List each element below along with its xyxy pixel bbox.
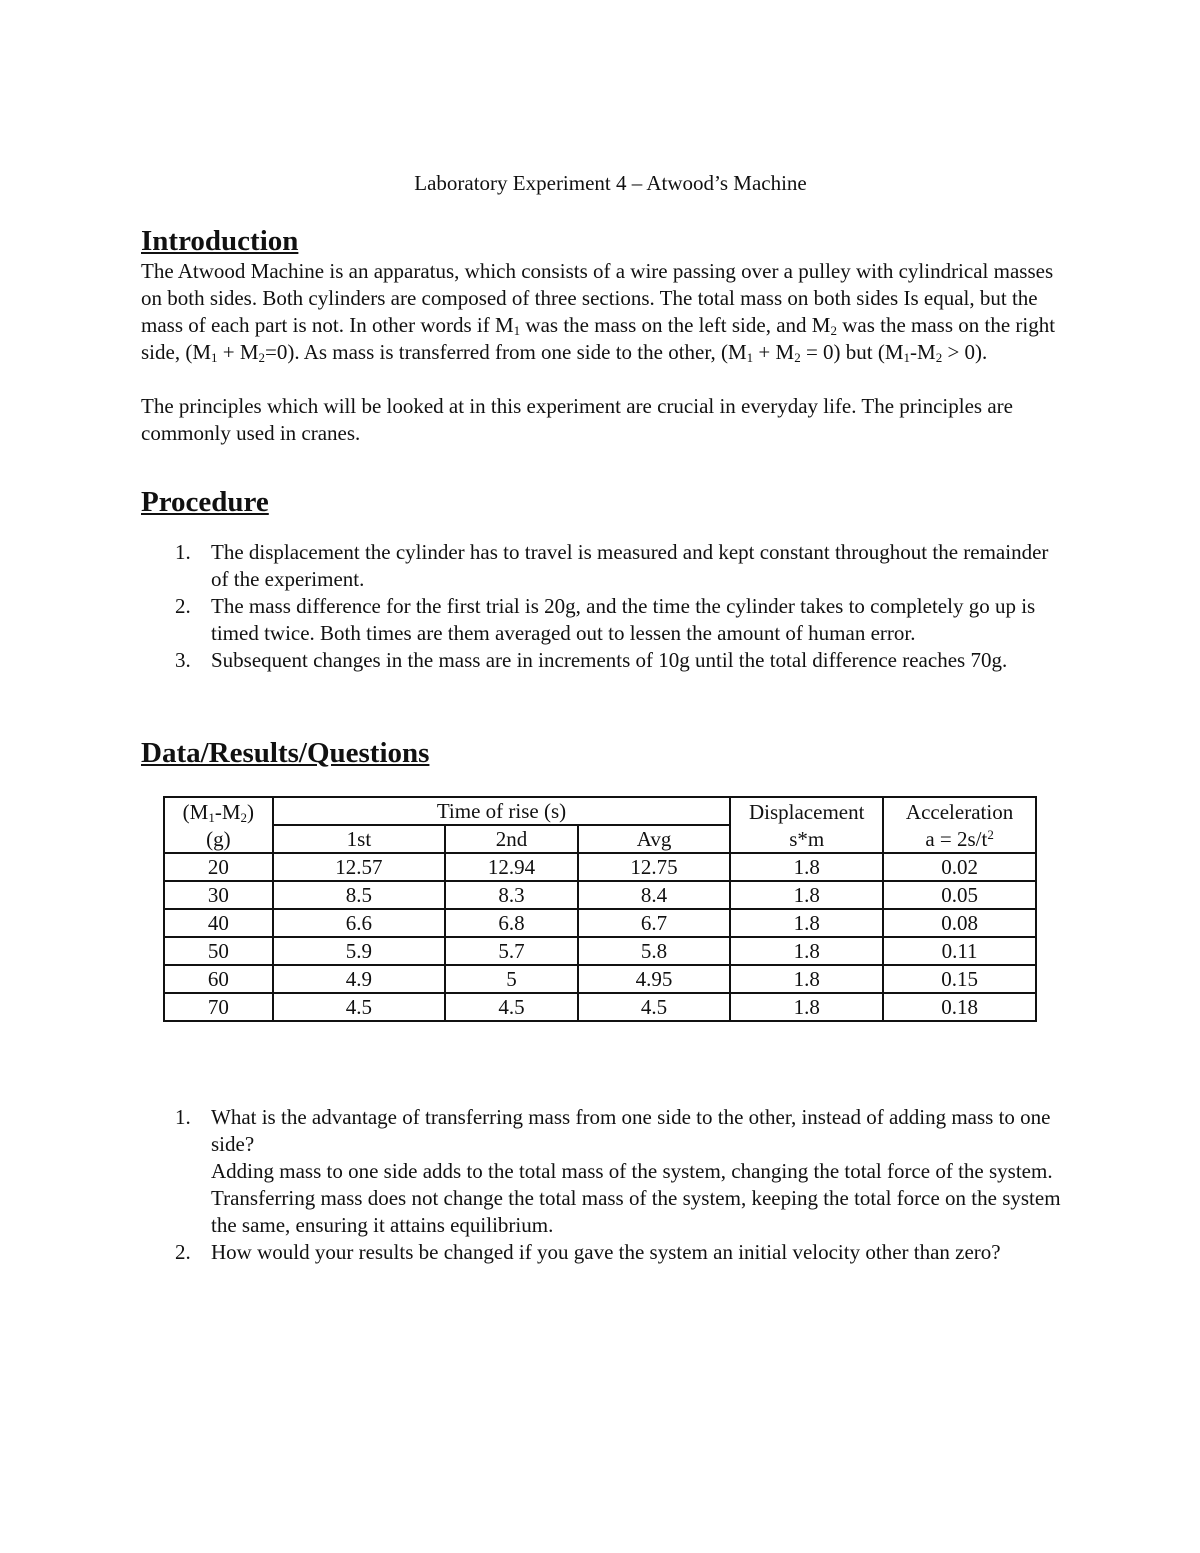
step-number: 3. — [175, 648, 191, 672]
cell-displacement: 1.8 — [730, 909, 883, 937]
question-item — [141, 1239, 1066, 1266]
procedure-step — [141, 647, 1066, 674]
step-text: Subsequent changes in the mass are in increments of 10g until the total difference reaches 70g. — [211, 648, 1008, 672]
cell-time-1st: 4.5 — [273, 993, 445, 1021]
document-title: Laboratory Experiment 4 – Atwood’s Machine — [414, 171, 807, 195]
table-header-row — [164, 797, 1036, 825]
cell-displacement: 1.8 — [730, 881, 883, 909]
intro-sub-5: 1 — [746, 350, 754, 365]
cell-acceleration: 0.15 — [883, 965, 1036, 993]
procedure-step — [141, 539, 1066, 593]
introduction-paragraph-2: The principles which will be looked at in this experiment are crucial in everyday life. The principles are commonly used in cranes. — [141, 394, 1013, 445]
table-row — [164, 965, 1036, 993]
cell-mass: 70 — [164, 993, 273, 1021]
introduction-heading: Introduction — [141, 225, 299, 257]
intro-sub-6: 2 — [794, 350, 801, 365]
question-number: 1. — [175, 1105, 191, 1129]
cell-displacement: 1.8 — [730, 993, 883, 1021]
table-row — [164, 853, 1036, 881]
procedure-list — [141, 539, 1066, 674]
header-mass-difference: $(M_1-M_2)$ — [164, 797, 273, 825]
step-number: 1. — [175, 540, 191, 564]
intro-text-5: =0). As mass is transferred from one side to the other, (M — [265, 340, 747, 364]
spacer — [141, 366, 1066, 393]
cell-acceleration: 0.11 — [883, 937, 1036, 965]
cell-time-2nd: 4.5 — [445, 993, 578, 1021]
header-avg: Avg — [578, 825, 731, 853]
cell-mass: 30 — [164, 881, 273, 909]
intro-text-1: The Atwood Machine is an apparatus, which consists of a wire passing over a pulley with cylindrical masses on both sides. Both cylinders are composed of three sections. The total mass on both sides Is equal, but the mass of each part is not. In other words if M — [141, 259, 1054, 337]
table-row — [164, 909, 1036, 937]
cell-time-avg: 4.5 — [578, 993, 731, 1021]
cell-acceleration: 0.08 — [883, 909, 1036, 937]
intro-text-2: was the mass on the left side, and M — [520, 313, 831, 337]
header-displacement: Displacement — [730, 797, 883, 825]
cell-acceleration: 0.18 — [883, 993, 1036, 1021]
cell-time-2nd: 5.7 — [445, 937, 578, 965]
intro-text-9: > 0). — [942, 340, 988, 364]
cell-time-2nd: 5 — [445, 965, 578, 993]
document-page — [141, 168, 1066, 1266]
question-text: How would your results be changed if you gave the system an initial velocity other than zero? — [211, 1240, 1001, 1264]
intro-text-4: + M — [217, 340, 259, 364]
cell-mass: 50 — [164, 937, 273, 965]
cell-time-avg: 12.75 — [578, 853, 731, 881]
cell-mass: 40 — [164, 909, 273, 937]
intro-text-8: -M — [910, 340, 936, 364]
header-time-of-rise: Time of rise (s) — [273, 797, 731, 825]
question-number: 2. — [175, 1240, 191, 1264]
cell-time-avg: 4.95 — [578, 965, 731, 993]
cell-time-1st: 12.57 — [273, 853, 445, 881]
intro-sub-1: 1 — [513, 323, 521, 338]
results-table — [163, 796, 1037, 1022]
cell-time-1st: 5.9 — [273, 937, 445, 965]
cell-mass: 60 — [164, 965, 273, 993]
table-row — [164, 993, 1036, 1021]
cell-acceleration: 0.05 — [883, 881, 1036, 909]
procedure-step — [141, 593, 1066, 647]
spacer — [141, 519, 1066, 539]
spacer — [141, 770, 1066, 796]
cell-time-2nd: 6.8 — [445, 909, 578, 937]
answer-text: Adding mass to one side adds to the total mass of the system, changing the total force of the system. Transferring mass does not change the total mass of the system, keeping the total force on the system the same, ensuring it attains equilibrium. — [211, 1159, 1061, 1237]
cell-time-2nd: 12.94 — [445, 853, 578, 881]
table-subheader-row — [164, 825, 1036, 853]
spacer — [141, 198, 1066, 224]
cell-time-1st: 6.6 — [273, 909, 445, 937]
cell-displacement: 1.8 — [730, 853, 883, 881]
header-mass-unit: (g) — [164, 825, 273, 853]
cell-time-avg: 5.8 — [578, 937, 731, 965]
cell-time-2nd: 8.3 — [445, 881, 578, 909]
cell-time-avg: 8.4 — [578, 881, 731, 909]
questions-list — [141, 1104, 1066, 1266]
cell-time-1st: 4.9 — [273, 965, 445, 993]
step-text: The displacement the cylinder has to travel is measured and kept constant throughout the remainder of the experiment. — [211, 540, 1049, 591]
intro-sub-3: 1 — [211, 350, 218, 365]
header-displacement-unit: s*m — [730, 825, 883, 853]
data-results-heading: Data/Results/Questions — [141, 737, 430, 769]
intro-sub-4: 2 — [258, 350, 266, 365]
table-row — [164, 881, 1036, 909]
intro-text-3: was the mass on the right side, (M — [141, 313, 1056, 364]
header-acceleration-formula: $a = 2s/t^2$ — [883, 825, 1036, 853]
spacer — [141, 1022, 1066, 1104]
intro-sub-2: 2 — [830, 323, 837, 338]
intro-text-6: + M — [753, 340, 795, 364]
question-item — [141, 1104, 1066, 1239]
procedure-heading: Procedure — [141, 486, 269, 518]
cell-displacement: 1.8 — [730, 937, 883, 965]
cell-time-1st: 8.5 — [273, 881, 445, 909]
header-2nd: 2nd — [445, 825, 578, 853]
cell-time-avg: 6.7 — [578, 909, 731, 937]
introduction-paragraph — [141, 258, 1066, 366]
intro-text-7: = 0) but (M — [800, 340, 904, 364]
step-number: 2. — [175, 594, 191, 618]
intro-sub-7: 1 — [903, 350, 911, 365]
cell-mass: 20 — [164, 853, 273, 881]
table-row — [164, 937, 1036, 965]
intro-sub-8: 2 — [935, 350, 943, 365]
header-acceleration: Acceleration — [883, 797, 1036, 825]
spacer — [141, 674, 1066, 736]
cell-acceleration: 0.02 — [883, 853, 1036, 881]
spacer — [141, 447, 1066, 485]
cell-displacement: 1.8 — [730, 965, 883, 993]
step-text: The mass difference for the first trial is 20g, and the time the cylinder takes to completely go up is timed twice. Both times are them averaged out to lessen the amount of human error. — [211, 594, 1036, 645]
header-1st: 1st — [273, 825, 445, 853]
question-text: What is the advantage of transferring mass from one side to the other, instead of adding mass to one side? — [211, 1105, 1051, 1156]
